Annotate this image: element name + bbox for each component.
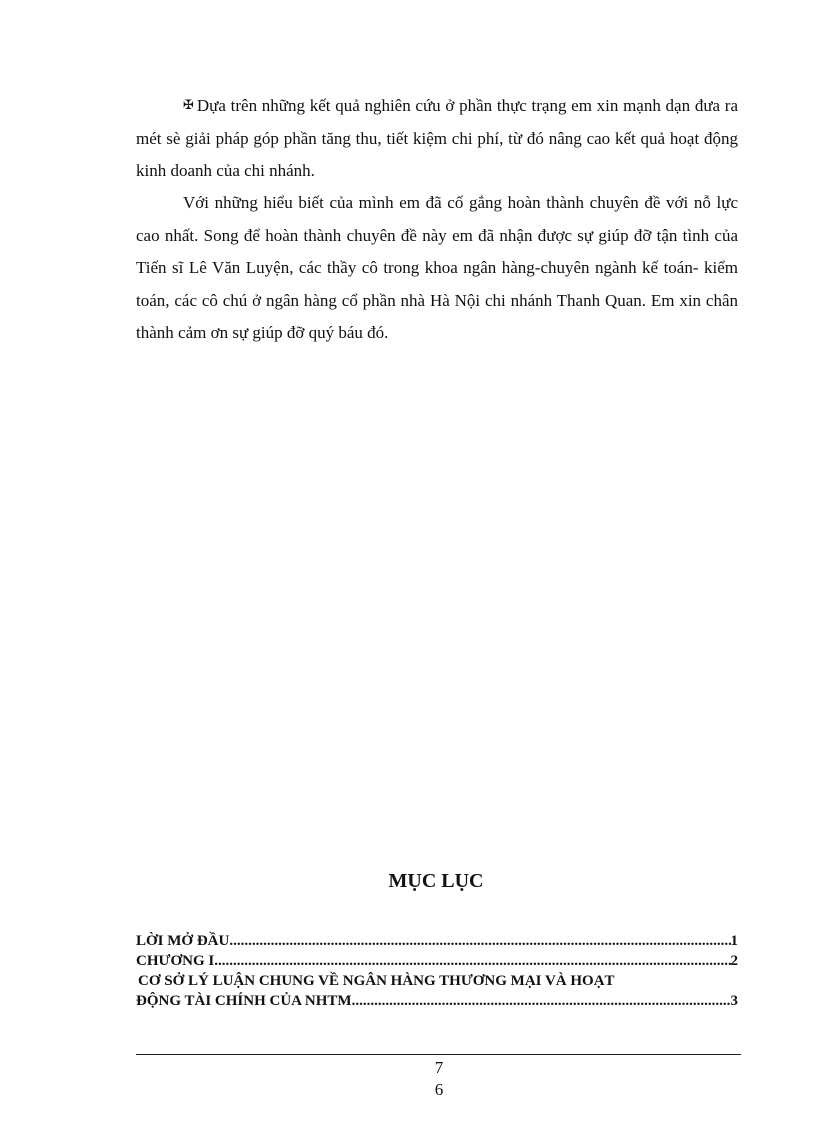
toc-leader-dots	[214, 951, 730, 971]
toc-entry-page: 1	[730, 933, 738, 949]
toc-title: MỤC LỤC	[388, 870, 484, 892]
paragraph-2: Với những hiểu biết của mình em đã cố gắng hoàn thành chuyên đề với nỗ lực cao nhất. Song để hoàn thành chuyên đề này em đã nhận được sự giúp đỡ tận tình của Tiến sĩ Lê Văn Luyện, các thầy cô trong khoa ngân hàng-chuyên ngành kế toán- kiểm toán, các cô chú ở ngân hàng cổ phần nhà Hà Nội chi nhánh Thanh Quan. Em xin chân thành cảm ơn sự giúp đỡ quý báu đó.	[136, 193, 738, 342]
toc-entry-page: 3	[730, 993, 738, 1009]
cross-bullet-icon: ✠	[183, 98, 194, 113]
toc-entry-hoat-dong-tai-chinh[interactable]	[136, 991, 738, 1011]
footer-divider	[136, 1054, 741, 1055]
table-of-contents	[136, 931, 738, 1011]
toc-leader-dots	[352, 991, 731, 1011]
toc-entry-label: CHƯƠNG I	[136, 953, 215, 969]
toc-entry-label: LỜI MỞ ĐẦU	[136, 933, 230, 949]
page-number: 7	[434, 1058, 444, 1077]
page-number-secondary: 6	[434, 1080, 444, 1099]
toc-entry-label: ĐỘNG TÀI CHÍNH CỦA NHTM	[136, 993, 352, 1009]
toc-entry-label: CƠ SỞ LÝ LUẬN CHUNG VỀ NGÂN HÀNG THƯƠNG MẠI VÀ HOẠT	[138, 973, 615, 989]
toc-entry-chuong-1[interactable]	[136, 951, 738, 971]
toc-leader-dots	[229, 931, 730, 951]
toc-entry-co-so-ly-luan[interactable]	[136, 971, 738, 991]
toc-entry-page: 2	[730, 953, 738, 969]
paragraph-1	[136, 90, 738, 188]
toc-entry-loi-mo-dau[interactable]	[136, 931, 738, 951]
paragraph-1-text: Dựa trên những kết quả nghiên cứu ở phần thực trạng em xin mạnh dạn đưa ra mét sè giải pháp góp phần tăng thu, tiết kiệm chi phí, từ đó nâng cao kết quả hoạt động kinh doanh của chi nhánh.	[136, 96, 738, 180]
